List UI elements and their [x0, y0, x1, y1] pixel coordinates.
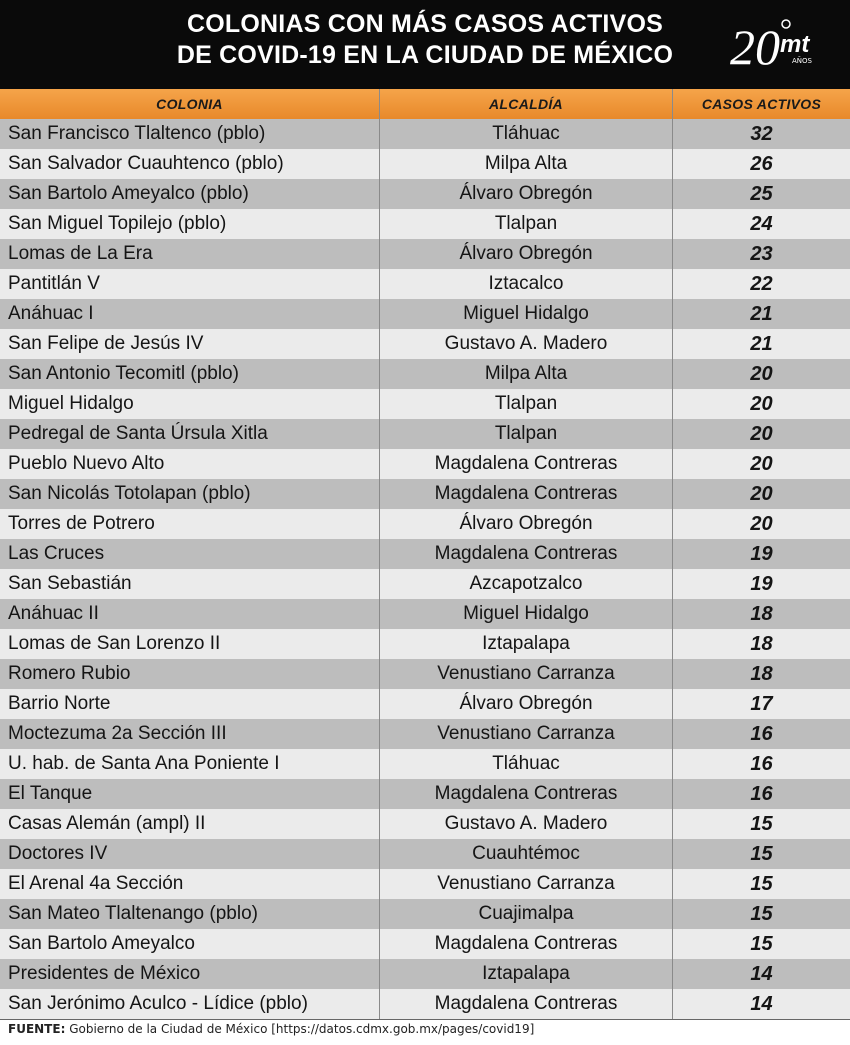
column-header-alcaldia: ALCALDÍA	[380, 89, 673, 119]
alcaldia-cell: Venustiano Carranza	[380, 719, 673, 749]
casos-activos-cell: 19	[750, 542, 773, 565]
alcaldia-cell: Azcapotzalco	[380, 569, 673, 599]
table-row	[0, 869, 850, 899]
casos-activos-cell: 32	[750, 122, 773, 145]
table-row	[0, 719, 850, 749]
casos-activos-cell: 23	[750, 242, 773, 265]
casos-activos-cell: 24	[750, 212, 773, 235]
cases-table	[0, 89, 850, 1019]
colonia-cell: San Francisco Tlaltenco (pblo)	[0, 119, 380, 149]
alcaldia-cell: Magdalena Contreras	[380, 989, 673, 1019]
colonia-cell: Lomas de La Era	[0, 239, 380, 269]
title-line-2: DE COVID-19 EN LA CIUDAD DE MÉXICO	[176, 41, 674, 69]
alcaldia-cell: Milpa Alta	[380, 359, 673, 389]
casos-activos-cell: 21	[750, 332, 773, 355]
alcaldia-cell: Gustavo A. Madero	[380, 809, 673, 839]
table-row	[0, 389, 850, 419]
page-title	[0, 9, 850, 71]
casos-activos-cell: 26	[750, 152, 773, 175]
casos-activos-cell: 18	[750, 602, 773, 625]
table-row	[0, 479, 850, 509]
table-row	[0, 599, 850, 629]
casos-activos-cell: 19	[750, 572, 773, 595]
colonia-cell: Miguel Hidalgo	[0, 389, 380, 419]
casos-activos-cell: 15	[750, 902, 773, 925]
alcaldia-cell: Gustavo A. Madero	[380, 329, 673, 359]
table-row	[0, 959, 850, 989]
casos-activos-cell: 20	[750, 482, 773, 505]
casos-activos-cell: 18	[750, 632, 773, 655]
colonia-cell: San Salvador Cuauhtenco (pblo)	[0, 149, 380, 179]
alcaldia-cell: Magdalena Contreras	[380, 929, 673, 959]
alcaldia-cell: Álvaro Obregón	[380, 239, 673, 269]
table-row	[0, 119, 850, 149]
table-row	[0, 149, 850, 179]
casos-activos-cell: 15	[750, 842, 773, 865]
alcaldia-cell: Álvaro Obregón	[380, 509, 673, 539]
colonia-cell: Moctezuma 2a Sección III	[0, 719, 380, 749]
source-label: FUENTE:	[8, 1022, 66, 1036]
casos-activos-cell: 20	[750, 512, 773, 535]
colonia-cell: San Miguel Topilejo (pblo)	[0, 209, 380, 239]
table-row	[0, 689, 850, 719]
table-row	[0, 359, 850, 389]
casos-activos-cell: 14	[750, 992, 773, 1015]
colonia-cell: Casas Alemán (ampl) II	[0, 809, 380, 839]
alcaldia-cell: Miguel Hidalgo	[380, 299, 673, 329]
alcaldia-cell: Magdalena Contreras	[380, 479, 673, 509]
table-row	[0, 419, 850, 449]
colonia-cell: Barrio Norte	[0, 689, 380, 719]
table-row	[0, 749, 850, 779]
colonia-cell: El Arenal 4a Sección	[0, 869, 380, 899]
header-banner	[0, 0, 850, 89]
casos-activos-cell: 21	[750, 302, 773, 325]
colonia-cell: Romero Rubio	[0, 659, 380, 689]
alcaldia-cell: Miguel Hidalgo	[380, 599, 673, 629]
table-row	[0, 269, 850, 299]
alcaldia-cell: Tlalpan	[380, 209, 673, 239]
casos-activos-cell: 16	[750, 782, 773, 805]
table-row	[0, 629, 850, 659]
alcaldia-cell: Magdalena Contreras	[380, 449, 673, 479]
alcaldia-cell: Álvaro Obregón	[380, 689, 673, 719]
alcaldia-cell: Álvaro Obregón	[380, 179, 673, 209]
alcaldia-cell: Iztapalapa	[380, 629, 673, 659]
colonia-cell: San Sebastián	[0, 569, 380, 599]
colonia-cell: San Jerónimo Aculco - Lídice (pblo)	[0, 989, 380, 1019]
source-note	[8, 1022, 534, 1036]
table-body	[0, 119, 850, 1019]
title-line-1: COLONIAS CON MÁS CASOS ACTIVOS	[187, 10, 663, 38]
casos-activos-cell: 15	[750, 932, 773, 955]
colonia-cell: El Tanque	[0, 779, 380, 809]
casos-activos-cell: 18	[750, 662, 773, 685]
table-row	[0, 329, 850, 359]
colonia-cell: San Bartolo Ameyalco (pblo)	[0, 179, 380, 209]
alcaldia-cell: Tlalpan	[380, 419, 673, 449]
logo-number: 20	[730, 19, 780, 74]
table-row	[0, 509, 850, 539]
alcaldia-cell: Venustiano Carranza	[380, 659, 673, 689]
casos-activos-cell: 14	[750, 962, 773, 985]
colonia-cell: Las Cruces	[0, 539, 380, 569]
colonia-cell: Anáhuac II	[0, 599, 380, 629]
casos-activos-cell: 17	[750, 692, 773, 715]
alcaldia-cell: Iztacalco	[380, 269, 673, 299]
stopwatch-icon	[782, 20, 790, 28]
colonia-cell: Anáhuac I	[0, 299, 380, 329]
colonia-cell: San Antonio Tecomitl (pblo)	[0, 359, 380, 389]
alcaldia-cell: Magdalena Contreras	[380, 779, 673, 809]
casos-activos-cell: 16	[750, 752, 773, 775]
casos-activos-cell: 20	[750, 362, 773, 385]
colonia-cell: San Nicolás Totolapan (pblo)	[0, 479, 380, 509]
alcaldia-cell: Iztapalapa	[380, 959, 673, 989]
colonia-cell: Presidentes de México	[0, 959, 380, 989]
alcaldia-cell: Cuajimalpa	[380, 899, 673, 929]
table-row	[0, 989, 850, 1019]
colonia-cell: Pedregal de Santa Úrsula Xitla	[0, 419, 380, 449]
casos-activos-cell: 15	[750, 812, 773, 835]
casos-activos-cell: 25	[750, 182, 773, 205]
casos-activos-cell: 20	[750, 422, 773, 445]
alcaldia-cell: Milpa Alta	[380, 149, 673, 179]
table-row	[0, 239, 850, 269]
column-header-colonia: COLONIA	[0, 89, 380, 119]
alcaldia-cell: Tláhuac	[380, 749, 673, 779]
table-row	[0, 779, 850, 809]
colonia-cell: Lomas de San Lorenzo II	[0, 629, 380, 659]
alcaldia-cell: Cuauhtémoc	[380, 839, 673, 869]
table-header-row	[0, 89, 850, 119]
table-row	[0, 929, 850, 959]
source-text: Gobierno de la Ciudad de México [https://datos.cdmx.gob.mx/pages/covid19]	[69, 1022, 535, 1036]
table-row	[0, 899, 850, 929]
table-row	[0, 569, 850, 599]
divider	[0, 1019, 850, 1020]
table-row	[0, 809, 850, 839]
colonia-cell: Doctores IV	[0, 839, 380, 869]
table-row	[0, 449, 850, 479]
logo-20-anos	[730, 14, 826, 74]
table-row	[0, 659, 850, 689]
casos-activos-cell: 16	[750, 722, 773, 745]
alcaldia-cell: Magdalena Contreras	[380, 539, 673, 569]
colonia-cell: Pueblo Nuevo Alto	[0, 449, 380, 479]
colonia-cell: U. hab. de Santa Ana Poniente I	[0, 749, 380, 779]
column-header-casos-activos: CASOS ACTIVOS	[701, 96, 822, 112]
table-row	[0, 179, 850, 209]
alcaldia-cell: Tláhuac	[380, 119, 673, 149]
logo-letters: mt	[780, 31, 810, 58]
colonia-cell: San Mateo Tlaltenango (pblo)	[0, 899, 380, 929]
table-row	[0, 839, 850, 869]
alcaldia-cell: Tlalpan	[380, 389, 673, 419]
casos-activos-cell: 22	[750, 272, 773, 295]
alcaldia-cell: Venustiano Carranza	[380, 869, 673, 899]
casos-activos-cell: 20	[750, 452, 773, 475]
table-row	[0, 209, 850, 239]
colonia-cell: Torres de Potrero	[0, 509, 380, 539]
colonia-cell: San Bartolo Ameyalco	[0, 929, 380, 959]
table-row	[0, 299, 850, 329]
casos-activos-cell: 20	[750, 392, 773, 415]
logo-small-text: AÑOS	[792, 57, 812, 65]
colonia-cell: San Felipe de Jesús IV	[0, 329, 380, 359]
casos-activos-cell: 15	[750, 872, 773, 895]
table-row	[0, 539, 850, 569]
colonia-cell: Pantitlán V	[0, 269, 380, 299]
